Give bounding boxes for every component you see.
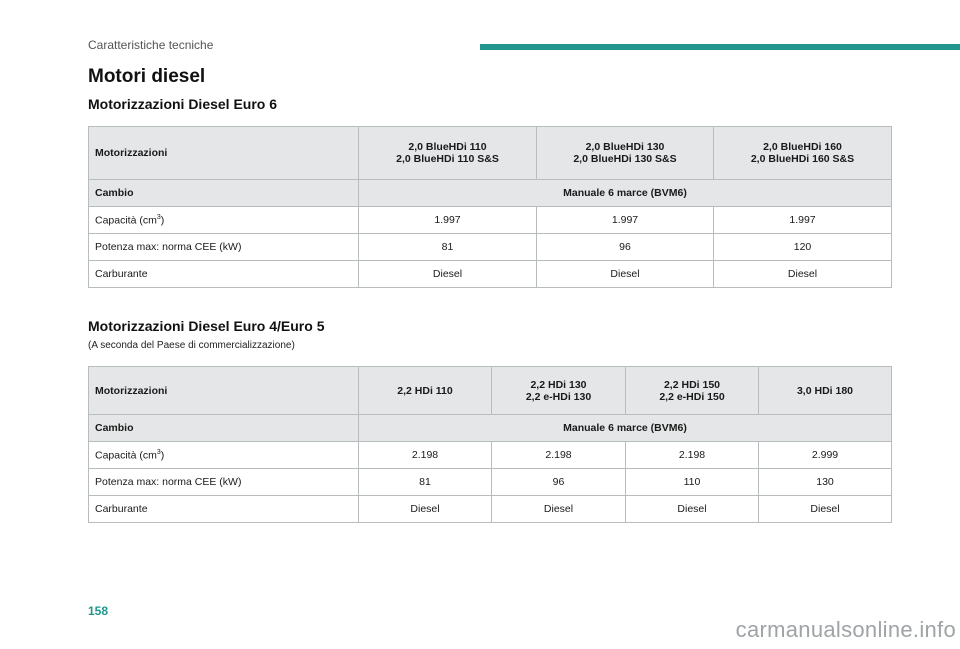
table-cell: 2.198 (359, 442, 492, 469)
header-accent-bar (480, 44, 960, 50)
table-cell: Diesel (714, 261, 892, 288)
table-cell: 1.997 (537, 207, 714, 234)
power-label: Potenza max: norma CEE (kW) (89, 469, 359, 496)
table-cell: 96 (537, 234, 714, 261)
table-header-row (89, 127, 892, 180)
engine-header-cell: 2,0 BlueHDi 130 2,0 BlueHDi 130 S&S (537, 127, 714, 180)
euro45-heading: Motorizzazioni Diesel Euro 4/Euro 5 (88, 318, 325, 334)
table-header-row (89, 367, 892, 415)
table-cell: 2.198 (492, 442, 626, 469)
table-cell: 1.997 (359, 207, 537, 234)
capacity-label: Capacità $(cm^3)$ (89, 442, 359, 469)
table-cell: 120 (714, 234, 892, 261)
table-cell: 1.997 (714, 207, 892, 234)
gearbox-value: Manuale 6 marce (BVM6) (359, 415, 892, 442)
fuel-label: Carburante (89, 261, 359, 288)
capacity-label: Capacità $(cm^3)$ (89, 207, 359, 234)
euro45-spec-table (88, 366, 892, 523)
table-cell: Diesel (759, 496, 892, 523)
table-row (89, 496, 892, 523)
table-row (89, 469, 892, 496)
table-cell: Diesel (359, 496, 492, 523)
euro6-heading: Motorizzazioni Diesel Euro 6 (88, 96, 278, 112)
gearbox-value: Manuale 6 marce (BVM6) (359, 180, 892, 207)
table-row (89, 442, 892, 469)
fuel-label: Carburante (89, 496, 359, 523)
table-cell: Diesel (626, 496, 759, 523)
euro6-spec-table (88, 126, 892, 288)
engine-header-cell: 2,0 BlueHDi 160 2,0 BlueHDi 160 S&S (714, 127, 892, 180)
engine-header-cell: 2,2 HDi 130 2,2 e-HDi 130 (492, 367, 626, 415)
table-cell: Diesel (492, 496, 626, 523)
engine-header-cell: 2,0 BlueHDi 110 2,0 BlueHDi 110 S&S (359, 127, 537, 180)
table-cell: Diesel (359, 261, 537, 288)
table-row (89, 261, 892, 288)
gearbox-label: Cambio (89, 180, 359, 207)
table-row (89, 415, 892, 442)
power-label: Potenza max: norma CEE (kW) (89, 234, 359, 261)
table-cell: 130 (759, 469, 892, 496)
table-cell: Diesel (537, 261, 714, 288)
euro45-note: (A seconda del Paese di commercializzazione) (88, 340, 295, 351)
engine-header-cell: 2,2 HDi 150 2,2 e-HDi 150 (626, 367, 759, 415)
page-title: Motori diesel (88, 66, 206, 87)
engine-header-cell: 3,0 HDi 180 (759, 367, 892, 415)
table-cell: 2.999 (759, 442, 892, 469)
gearbox-label: Cambio (89, 415, 359, 442)
table-row (89, 234, 892, 261)
row-head-cell: Motorizzazioni (89, 127, 359, 180)
table-row (89, 180, 892, 207)
page-number: 158 (88, 604, 109, 618)
engine-header-cell: 2,2 HDi 110 (359, 367, 492, 415)
watermark-logo: carmanualsonline.info (735, 617, 956, 642)
table-cell: 81 (359, 234, 537, 261)
section-title: Caratteristiche tecniche (88, 38, 214, 52)
table-cell: 81 (359, 469, 492, 496)
row-head-cell: Motorizzazioni (89, 367, 359, 415)
table-row (89, 207, 892, 234)
table-cell: 2.198 (626, 442, 759, 469)
table-cell: 110 (626, 469, 759, 496)
table-cell: 96 (492, 469, 626, 496)
